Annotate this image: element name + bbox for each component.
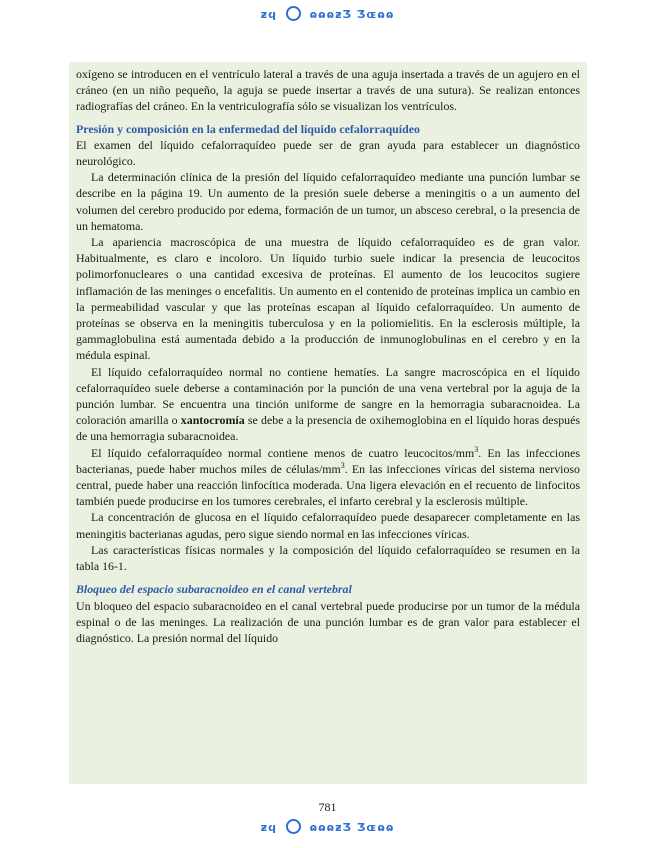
paragraph-leukocytes-text-3: . En las infecciones víricas del sistema nervioso central, puede haber una reacción linfocítica moderada. Una ligera elevación en el recuento de linfocitos también puede producirse en los tumores cerebrales, el infarto cerebral y la esclerosis múltiple. <box>76 461 580 509</box>
watermark-footer <box>0 819 655 834</box>
watermark-right-text: ɷɷɷƶƷ Ʒɶɷɷ <box>309 821 395 834</box>
paragraph-leukocytes-text-2: . En las infecciones bacterianas, puede haber muchos miles de células/mm <box>76 445 580 476</box>
paragraph-glucose: La concentración de glucosa en el líquido cefalorraquídeo puede desaparecer completamente en las meningitis bacterianas agudas, pero sigue siendo normal en las infecciones víricas. <box>76 510 580 541</box>
page-body <box>69 62 587 784</box>
page-number: 781 <box>318 800 337 814</box>
watermark-right-text: ɷɷɷƶƷ Ʒɶɷɷ <box>309 8 395 21</box>
section-heading-subarachnoid-block: Bloqueo del espacio subaracnoideo en el canal vertebral <box>76 582 352 597</box>
paragraph-csf-exam: El examen del líquido cefalorraquídeo puede ser de gran ayuda para establecer un diagnóstico neurológico. <box>76 137 580 169</box>
paragraph-blood-text-2: se debe a la presencia de oxihemoglobina en el líquido horas después de una hemorragia subaracnoidea. <box>76 413 581 444</box>
paragraph-appearance: La apariencia macroscópica de una muestra de líquido cefalorraquídeo es de gran valor. Habitualmente, es claro e incoloro. Un líquido turbio suele indicar la presencia de leucocitos polimorfonucleares o una cantidad excesiva de proteínas. El aumento de los leucocitos sugiere inflamación de las meninges o encefalitis. Un aumento en el contenido de proteínas implica un cambio en la permeabilidad vascular y que las proteínas escapan al líquido cefalorraquídeo. Un aumento de proteínas se observa en la meningitis tuberculosa y en la poliomielitis. En la esclerosis múltiple, la gammaglobulina está aumentada debido a la producción de inmunoglobulinas en el cerebro y en la médula espinal. <box>76 235 580 363</box>
paragraph-blood-text-1: El líquido cefalorraquídeo normal no contiene hematíes. La sangre macroscópica en el líquido cefalorraquídeo suele deberse a contaminación por la punción de una vena vertebral por la aguja de la punción lumbar. Se encuentra una tinción uniforme de sangre en la hemorragia subaracnoidea. La coloración amarilla o <box>76 364 580 428</box>
watermark-left-text: ƶϥ <box>260 8 277 21</box>
paragraph-block: Un bloqueo del espacio subaracnoideo en el canal vertebral puede producirse por un tumor de la médula espinal o de las meninges. La realización de una punción lumbar es de gran valor para establecer el diagnóstico. La presión normal del líquido <box>76 598 580 645</box>
paragraph-pressure: La determinación clínica de la presión del líquido cefalorraquídeo mediante una punción lumbar se describe en la página 19. Un aumento de la presión suele deberse a meningitis o a un aumento del volumen del cerebro producido por edema, formación de un tumor, un absceso cerebral, o la presencia de un hematoma. <box>76 170 580 233</box>
watermark-ring-icon <box>286 819 301 834</box>
term-xanthochromia: xantocromía <box>180 413 245 428</box>
paragraph-blood <box>76 364 580 445</box>
superscript-3: 3 <box>340 460 345 470</box>
superscript-3: 3 <box>474 444 479 454</box>
watermark-ring-icon <box>286 6 301 21</box>
section-heading-pressure-composition: Presión y composición en la enfermedad del líquido cefalorraquídeo <box>76 121 420 136</box>
paragraph-leukocytes-text-1: El líquido cefalorraquídeo normal contiene menos de cuatro leucocitos/mm <box>91 445 475 460</box>
watermark-left-text: ƶϥ <box>260 821 277 834</box>
paragraph-leukocytes <box>76 445 580 510</box>
watermark-header <box>0 6 655 21</box>
paragraph-table-reference: Las características físicas normales y la composición del líquido cefalorraquídeo se resumen en la tabla 16-1. <box>76 542 580 574</box>
paragraph-ventriculography: oxígeno se introducen en el ventrículo lateral a través de una aguja insertada a través de un agujero en el cráneo (en un niño pequeño, la aguja se puede insertar a través de una sutura). Se realizan entonces radiografías del cráneo. En la ventriculografía sólo se visualizan los ventrículos. <box>76 67 580 114</box>
